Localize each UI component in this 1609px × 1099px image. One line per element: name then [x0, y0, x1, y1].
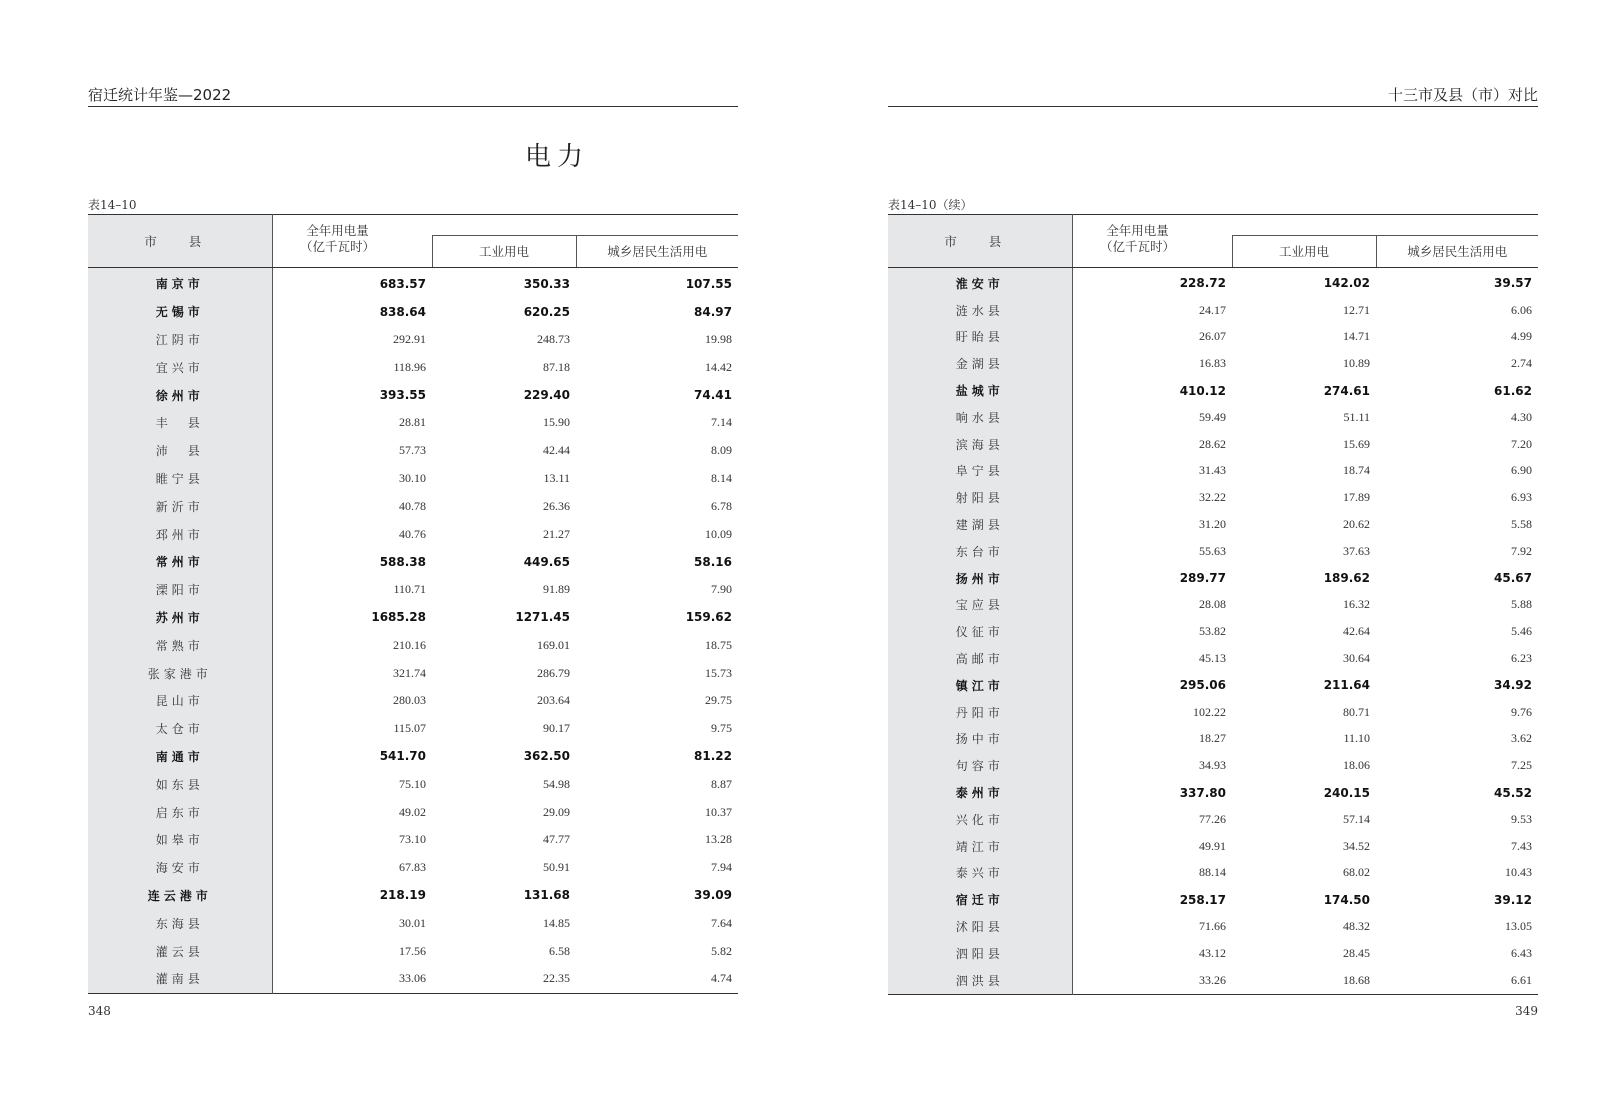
- table-row: [888, 618, 1538, 645]
- electricity-table: [88, 214, 738, 994]
- region-name-cell: 宜兴市: [88, 353, 272, 381]
- industrial-consumption-cell: 18.74: [1343, 463, 1370, 478]
- table-row: [88, 548, 738, 576]
- running-head: 宿迁统计年鉴—2022: [88, 84, 738, 107]
- industrial-consumption-cell: 142.02: [1323, 276, 1370, 291]
- table-row: [888, 860, 1538, 887]
- industrial-consumption-cell: 12.71: [1343, 302, 1370, 317]
- table-row: [88, 520, 738, 548]
- residential-consumption-cell: 7.25: [1511, 758, 1532, 773]
- region-name-cell: 东台市: [888, 538, 1072, 565]
- industrial-consumption-cell: 169.01: [537, 637, 570, 652]
- residential-consumption-cell: 39.12: [1494, 892, 1532, 907]
- industrial-consumption-cell: 211.64: [1323, 678, 1370, 693]
- region-name-cell: 睢宁县: [88, 465, 272, 493]
- region-name-cell: 苏州市: [88, 604, 272, 632]
- industrial-consumption-cell: 54.98: [543, 776, 570, 791]
- total-consumption-cell: 118.96: [393, 359, 426, 374]
- industrial-consumption-cell: 21.27: [543, 526, 570, 541]
- region-name-cell: 涟水县: [888, 297, 1072, 324]
- table-row: [888, 324, 1538, 351]
- industrial-consumption-cell: 203.64: [537, 693, 570, 708]
- residential-consumption-cell: 84.97: [694, 304, 732, 319]
- region-name-cell: 泗洪县: [888, 967, 1072, 994]
- total-consumption-cell: 410.12: [1179, 383, 1226, 398]
- residential-consumption-cell: 13.28: [705, 832, 732, 847]
- electricity-table-continued: [888, 214, 1538, 995]
- residential-consumption-cell: 7.90: [711, 582, 732, 597]
- total-consumption-cell: 115.07: [393, 721, 426, 736]
- column-header-spacer: [1232, 215, 1538, 236]
- region-name-cell: 射阳县: [888, 484, 1072, 511]
- region-name-cell: 张家港市: [88, 659, 272, 687]
- industrial-consumption-cell: 47.77: [543, 832, 570, 847]
- total-consumption-cell: 337.80: [1179, 785, 1226, 800]
- table-row: [88, 743, 738, 771]
- table-row: [88, 381, 738, 409]
- industrial-consumption-cell: 37.63: [1343, 543, 1370, 558]
- residential-consumption-cell: 10.09: [705, 526, 732, 541]
- industrial-consumption-cell: 30.64: [1343, 651, 1370, 666]
- total-consumption-cell: 31.20: [1199, 517, 1226, 532]
- residential-consumption-cell: 7.94: [711, 860, 732, 875]
- industrial-consumption-cell: 16.32: [1343, 597, 1370, 612]
- region-name-cell: 高邮市: [888, 645, 1072, 672]
- table-row: [888, 377, 1538, 404]
- total-consumption-cell: 57.73: [399, 443, 426, 458]
- column-header-industrial: 工业用电: [1232, 235, 1376, 267]
- region-name-cell: 靖江市: [888, 833, 1072, 860]
- region-name-cell: 镇江市: [888, 672, 1072, 699]
- total-consumption-cell: 73.10: [399, 832, 426, 847]
- industrial-consumption-cell: 14.85: [543, 915, 570, 930]
- industrial-consumption-cell: 174.50: [1323, 892, 1370, 907]
- table-row: [88, 882, 738, 910]
- region-name-cell: 滨海县: [888, 431, 1072, 458]
- region-name-cell: 连云港市: [88, 882, 272, 910]
- region-name-cell: 盱眙县: [888, 324, 1072, 351]
- table-row: [88, 465, 738, 493]
- industrial-consumption-cell: 18.06: [1343, 758, 1370, 773]
- industrial-consumption-cell: 20.62: [1343, 517, 1370, 532]
- region-name-cell: 扬州市: [888, 565, 1072, 592]
- region-name-cell: 南通市: [88, 743, 272, 771]
- region-name-cell: 宿迁市: [888, 886, 1072, 913]
- total-consumption-cell: 289.77: [1179, 571, 1226, 586]
- table-row: [888, 350, 1538, 377]
- total-consumption-cell: 71.66: [1199, 919, 1226, 934]
- table-body: [888, 268, 1538, 995]
- region-name-cell: 常熟市: [88, 631, 272, 659]
- residential-consumption-cell: 14.42: [705, 359, 732, 374]
- page-number: 348: [88, 1004, 111, 1018]
- total-consumption-cell: 28.62: [1199, 436, 1226, 451]
- residential-consumption-cell: 5.58: [1511, 517, 1532, 532]
- total-consumption-cell: 26.07: [1199, 329, 1226, 344]
- running-head: 十三市及县（市）对比: [888, 84, 1538, 107]
- industrial-consumption-cell: 51.11: [1343, 409, 1370, 424]
- total-consumption-cell: 28.81: [399, 415, 426, 430]
- industrial-consumption-cell: 57.14: [1343, 811, 1370, 826]
- table-row: [888, 833, 1538, 860]
- industrial-consumption-cell: 29.09: [543, 804, 570, 819]
- total-consumption-cell: 88.14: [1199, 865, 1226, 880]
- residential-consumption-cell: 39.57: [1494, 276, 1532, 291]
- region-name-cell: 阜宁县: [888, 458, 1072, 485]
- table-row: [88, 715, 738, 743]
- total-consumption-cell: 102.22: [1193, 704, 1226, 719]
- region-name-cell: 东海县: [88, 909, 272, 937]
- total-consumption-cell: 683.57: [379, 276, 426, 291]
- residential-consumption-cell: 2.74: [1511, 356, 1532, 371]
- region-name-cell: 丰 县: [88, 409, 272, 437]
- industrial-consumption-cell: 350.33: [523, 276, 570, 291]
- industrial-consumption-cell: 6.58: [549, 943, 570, 958]
- region-name-cell: 兴化市: [888, 806, 1072, 833]
- residential-consumption-cell: 7.20: [1511, 436, 1532, 451]
- industrial-consumption-cell: 248.73: [537, 331, 570, 346]
- region-name-cell: 启东市: [88, 798, 272, 826]
- table-row: [88, 326, 738, 354]
- residential-consumption-cell: 9.53: [1511, 811, 1532, 826]
- residential-consumption-cell: 29.75: [705, 693, 732, 708]
- left-page: [88, 0, 738, 1099]
- residential-consumption-cell: 5.88: [1511, 597, 1532, 612]
- column-header-total-label: 全年用电量: [306, 223, 369, 238]
- total-consumption-cell: 541.70: [379, 749, 426, 764]
- residential-consumption-cell: 6.93: [1511, 490, 1532, 505]
- region-name-cell: 金湖县: [888, 350, 1072, 377]
- residential-consumption-cell: 6.90: [1511, 463, 1532, 478]
- total-consumption-cell: 18.27: [1199, 731, 1226, 746]
- total-consumption-cell: 16.83: [1199, 356, 1226, 371]
- industrial-consumption-cell: 1271.45: [515, 610, 570, 625]
- total-consumption-cell: 40.78: [399, 498, 426, 513]
- table-row: [888, 268, 1538, 297]
- total-consumption-cell: 43.12: [1199, 945, 1226, 960]
- table-row: [88, 659, 738, 687]
- total-consumption-cell: 292.91: [393, 331, 426, 346]
- total-consumption-cell: 33.26: [1199, 972, 1226, 987]
- residential-consumption-cell: 61.62: [1494, 383, 1532, 398]
- residential-consumption-cell: 7.64: [711, 915, 732, 930]
- table-row: [888, 645, 1538, 672]
- residential-consumption-cell: 4.74: [711, 971, 732, 986]
- table-row: [888, 752, 1538, 779]
- total-consumption-cell: 67.83: [399, 860, 426, 875]
- region-name-cell: 沛 县: [88, 437, 272, 465]
- total-consumption-cell: 588.38: [379, 554, 426, 569]
- total-consumption-cell: 28.08: [1199, 597, 1226, 612]
- table-row: [888, 538, 1538, 565]
- table-row: [88, 854, 738, 882]
- total-consumption-cell: 34.93: [1199, 758, 1226, 773]
- total-consumption-cell: 17.56: [399, 943, 426, 958]
- residential-consumption-cell: 13.05: [1505, 919, 1532, 934]
- region-name-cell: 泰州市: [888, 779, 1072, 806]
- industrial-consumption-cell: 229.40: [523, 388, 570, 403]
- region-name-cell: 句容市: [888, 752, 1072, 779]
- region-name-cell: 太仓市: [88, 715, 272, 743]
- total-consumption-cell: 59.49: [1199, 409, 1226, 424]
- region-name-cell: 邳州市: [88, 520, 272, 548]
- total-consumption-cell: 33.06: [399, 971, 426, 986]
- residential-consumption-cell: 7.43: [1511, 838, 1532, 853]
- industrial-consumption-cell: 68.02: [1343, 865, 1370, 880]
- region-name-cell: 泗阳县: [888, 940, 1072, 967]
- table-row: [88, 353, 738, 381]
- total-consumption-cell: 258.17: [1179, 892, 1226, 907]
- region-name-cell: 扬中市: [888, 726, 1072, 753]
- table-row: [88, 687, 738, 715]
- industrial-consumption-cell: 13.11: [543, 470, 570, 485]
- column-header-name: 市 县: [888, 215, 1072, 268]
- region-name-cell: 昆山市: [88, 687, 272, 715]
- industrial-consumption-cell: 22.35: [543, 971, 570, 986]
- table-row: [888, 726, 1538, 753]
- region-name-cell: 丹阳市: [888, 699, 1072, 726]
- residential-consumption-cell: 4.30: [1511, 409, 1532, 424]
- total-consumption-cell: 40.76: [399, 526, 426, 541]
- total-consumption-cell: 228.72: [1179, 276, 1226, 291]
- industrial-consumption-cell: 42.64: [1343, 624, 1370, 639]
- table-row: [888, 699, 1538, 726]
- table-label: 表14–10: [88, 198, 137, 212]
- total-consumption-cell: 295.06: [1179, 678, 1226, 693]
- residential-consumption-cell: 107.55: [685, 276, 732, 291]
- region-name-cell: 徐州市: [88, 381, 272, 409]
- residential-consumption-cell: 8.09: [711, 443, 732, 458]
- residential-consumption-cell: 10.37: [705, 804, 732, 819]
- industrial-consumption-cell: 131.68: [523, 888, 570, 903]
- total-consumption-cell: 110.71: [393, 582, 426, 597]
- total-consumption-cell: 75.10: [399, 776, 426, 791]
- residential-consumption-cell: 74.41: [694, 388, 732, 403]
- region-name-cell: 无锡市: [88, 298, 272, 326]
- residential-consumption-cell: 8.87: [711, 776, 732, 791]
- industrial-consumption-cell: 91.89: [543, 582, 570, 597]
- residential-consumption-cell: 58.16: [694, 554, 732, 569]
- table-row: [888, 458, 1538, 485]
- table-row: [88, 965, 738, 993]
- column-header-total: [272, 215, 432, 268]
- section-title: [88, 136, 738, 173]
- residential-consumption-cell: 3.62: [1511, 731, 1532, 746]
- total-consumption-cell: 838.64: [379, 304, 426, 319]
- column-header-residential: 城乡居民生活用电: [1376, 235, 1538, 267]
- section-title-text: 电力: [524, 142, 589, 172]
- table-row: [88, 909, 738, 937]
- industrial-consumption-cell: 87.18: [543, 359, 570, 374]
- residential-consumption-cell: 5.82: [711, 943, 732, 958]
- table-row: [88, 298, 738, 326]
- residential-consumption-cell: 6.43: [1511, 945, 1532, 960]
- total-consumption-cell: 218.19: [379, 888, 426, 903]
- table-row: [888, 940, 1538, 967]
- region-name-cell: 盐城市: [888, 377, 1072, 404]
- region-name-cell: 常州市: [88, 548, 272, 576]
- residential-consumption-cell: 39.09: [694, 888, 732, 903]
- industrial-consumption-cell: 189.62: [1323, 571, 1370, 586]
- residential-consumption-cell: 15.73: [705, 665, 732, 680]
- column-header-total-unit: （亿千瓦时）: [299, 239, 375, 254]
- table-row: [888, 672, 1538, 699]
- residential-consumption-cell: 9.75: [711, 721, 732, 736]
- total-consumption-cell: 49.02: [399, 804, 426, 819]
- industrial-consumption-cell: 14.71: [1343, 329, 1370, 344]
- residential-consumption-cell: 4.99: [1511, 329, 1532, 344]
- column-header-spacer: [432, 215, 738, 236]
- total-consumption-cell: 49.91: [1199, 838, 1226, 853]
- table-row: [88, 937, 738, 965]
- total-consumption-cell: 393.55: [379, 388, 426, 403]
- table-row: [88, 576, 738, 604]
- residential-consumption-cell: 6.61: [1511, 972, 1532, 987]
- table-row: [88, 798, 738, 826]
- table-row: [888, 431, 1538, 458]
- region-name-cell: 溧阳市: [88, 576, 272, 604]
- total-consumption-cell: 321.74: [393, 665, 426, 680]
- residential-consumption-cell: 8.14: [711, 470, 732, 485]
- region-name-cell: 如东县: [88, 770, 272, 798]
- residential-consumption-cell: 7.14: [711, 415, 732, 430]
- right-page: [888, 0, 1538, 1099]
- residential-consumption-cell: 19.98: [705, 331, 732, 346]
- table-row: [888, 806, 1538, 833]
- industrial-consumption-cell: 10.89: [1343, 356, 1370, 371]
- industrial-consumption-cell: 26.36: [543, 498, 570, 513]
- region-name-cell: 淮安市: [888, 268, 1072, 297]
- table-row: [888, 967, 1538, 994]
- table-row: [888, 404, 1538, 431]
- table-row: [888, 511, 1538, 538]
- column-header-residential: 城乡居民生活用电: [576, 235, 738, 267]
- page-number: 349: [1515, 1004, 1538, 1018]
- total-consumption-cell: 30.10: [399, 470, 426, 485]
- region-name-cell: 灌云县: [88, 937, 272, 965]
- industrial-consumption-cell: 240.15: [1323, 785, 1370, 800]
- total-consumption-cell: 55.63: [1199, 543, 1226, 558]
- region-name-cell: 泰兴市: [888, 860, 1072, 887]
- column-header-total-unit: （亿千瓦时）: [1099, 239, 1175, 254]
- region-name-cell: 建湖县: [888, 511, 1072, 538]
- table-row: [88, 437, 738, 465]
- region-name-cell: 宝应县: [888, 592, 1072, 619]
- residential-consumption-cell: 159.62: [685, 610, 732, 625]
- table-row: [88, 770, 738, 798]
- region-name-cell: 灌南县: [88, 965, 272, 993]
- region-name-cell: 响水县: [888, 404, 1072, 431]
- total-consumption-cell: 53.82: [1199, 624, 1226, 639]
- total-consumption-cell: 30.01: [399, 915, 426, 930]
- residential-consumption-cell: 81.22: [694, 749, 732, 764]
- industrial-consumption-cell: 362.50: [523, 749, 570, 764]
- total-consumption-cell: 1685.28: [371, 610, 426, 625]
- industrial-consumption-cell: 90.17: [543, 721, 570, 736]
- residential-consumption-cell: 6.23: [1511, 651, 1532, 666]
- region-name-cell: 沭阳县: [888, 913, 1072, 940]
- industrial-consumption-cell: 80.71: [1343, 704, 1370, 719]
- industrial-consumption-cell: 18.68: [1343, 972, 1370, 987]
- total-consumption-cell: 77.26: [1199, 811, 1226, 826]
- industrial-consumption-cell: 48.32: [1343, 919, 1370, 934]
- table-row: [88, 826, 738, 854]
- table-row: [888, 913, 1538, 940]
- residential-consumption-cell: 7.92: [1511, 543, 1532, 558]
- table-row: [888, 565, 1538, 592]
- industrial-consumption-cell: 286.79: [537, 665, 570, 680]
- table-row: [88, 268, 738, 298]
- industrial-consumption-cell: 34.52: [1343, 838, 1370, 853]
- table-row: [888, 592, 1538, 619]
- industrial-consumption-cell: 11.10: [1343, 731, 1370, 746]
- table-row: [888, 484, 1538, 511]
- industrial-consumption-cell: 620.25: [523, 304, 570, 319]
- total-consumption-cell: 210.16: [393, 637, 426, 652]
- residential-consumption-cell: 6.78: [711, 498, 732, 513]
- industrial-consumption-cell: 50.91: [543, 860, 570, 875]
- industrial-consumption-cell: 17.89: [1343, 490, 1370, 505]
- total-consumption-cell: 280.03: [393, 693, 426, 708]
- table-row: [88, 604, 738, 632]
- residential-consumption-cell: 18.75: [705, 637, 732, 652]
- column-header-industrial: 工业用电: [432, 235, 576, 267]
- residential-consumption-cell: 5.46: [1511, 624, 1532, 639]
- table-row: [88, 409, 738, 437]
- total-consumption-cell: 32.22: [1199, 490, 1226, 505]
- region-name-cell: 如皋市: [88, 826, 272, 854]
- table-label: 表14–10（续）: [888, 198, 973, 212]
- residential-consumption-cell: 10.43: [1505, 865, 1532, 880]
- region-name-cell: 江阴市: [88, 326, 272, 354]
- table-body: [88, 268, 738, 994]
- industrial-consumption-cell: 15.69: [1343, 436, 1370, 451]
- region-name-cell: 仪征市: [888, 618, 1072, 645]
- region-name-cell: 海安市: [88, 854, 272, 882]
- column-header-total-label: 全年用电量: [1106, 223, 1169, 238]
- region-name-cell: 新沂市: [88, 492, 272, 520]
- residential-consumption-cell: 34.92: [1494, 678, 1532, 693]
- industrial-consumption-cell: 274.61: [1323, 383, 1370, 398]
- industrial-consumption-cell: 28.45: [1343, 945, 1370, 960]
- total-consumption-cell: 31.43: [1199, 463, 1226, 478]
- table-row: [88, 492, 738, 520]
- residential-consumption-cell: 6.06: [1511, 302, 1532, 317]
- table-row: [888, 779, 1538, 806]
- table-row: [88, 631, 738, 659]
- industrial-consumption-cell: 42.44: [543, 443, 570, 458]
- total-consumption-cell: 24.17: [1199, 302, 1226, 317]
- column-header-name: 市 县: [88, 215, 272, 268]
- table-row: [888, 886, 1538, 913]
- total-consumption-cell: 45.13: [1199, 651, 1226, 666]
- residential-consumption-cell: 9.76: [1511, 704, 1532, 719]
- table-row: [888, 297, 1538, 324]
- industrial-consumption-cell: 449.65: [523, 554, 570, 569]
- industrial-consumption-cell: 15.90: [543, 415, 570, 430]
- column-header-total: [1072, 215, 1232, 268]
- residential-consumption-cell: 45.67: [1494, 571, 1532, 586]
- residential-consumption-cell: 45.52: [1494, 785, 1532, 800]
- region-name-cell: 南京市: [88, 268, 272, 298]
